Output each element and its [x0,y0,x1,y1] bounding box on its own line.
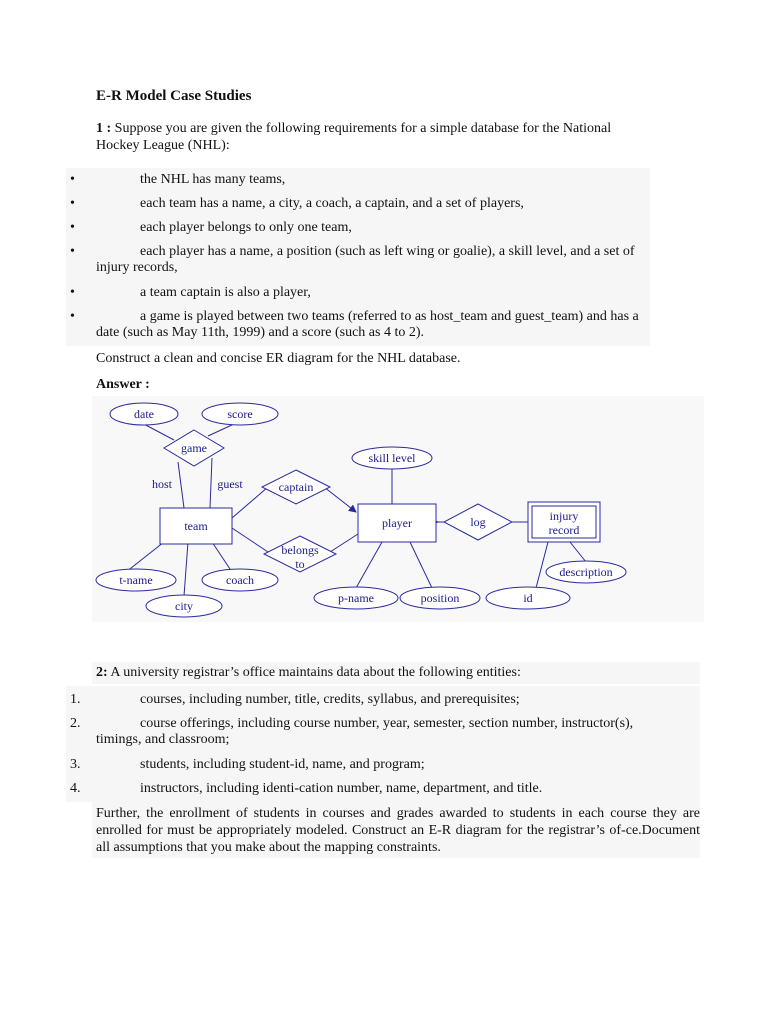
q2-intro [96,664,696,681]
bullet-marker: • [70,244,75,259]
line-team-coach [212,542,232,572]
list-number: 2. [70,716,81,731]
attr-id-label: id [523,591,533,605]
list-number: 1. [70,692,81,707]
q1-bullet-3 [70,220,676,236]
line-team-city [184,542,188,596]
q1-bullet-text: each player belongs to only one team, [140,220,352,235]
attr-date-label: date [134,407,154,421]
q1-bullet-text: a game is played between two teams (referred to as host_team and guest_team) and has a date (such as May 11th, 1999) and a score (such as 4 to 2). [96,309,639,340]
q1-bullet-text: the NHL has many teams, [140,172,286,187]
line-player-position [410,542,432,588]
rel-to-label: to [295,557,305,571]
line-captain-player [324,487,356,512]
attr-score-label: score [227,407,253,421]
line-injury-description [570,542,586,562]
q1-bullet-text: a team captain is also a player, [140,285,311,300]
line-team-captain [232,487,268,518]
role-host-label: host [151,477,173,491]
er-diagram [92,396,704,622]
q1-bullet-text: each player has a name, a position (such as left wing or goalie), a skill level, and a set of injury records, [96,244,635,275]
q2-closing: Further, the enrollment of students in courses and grades awarded to students in each course they are enrolled for must be appropriately modeled. Construct an E-R diagram for the registrar’s of-ce.Document all assumptions that you make about the mapping constraints. [96,806,700,855]
rel-belongs-label: belongs [281,543,319,557]
line-player-pname [356,542,382,588]
rel-captain-label: captain [278,480,314,494]
attr-description-label: description [559,565,613,579]
line-score-game [208,424,234,436]
bullet-marker: • [70,309,75,324]
q2-number: 2: [96,665,108,680]
list-number: 3. [70,757,81,772]
q1-number: 1 : [96,121,112,136]
attr-skill-level-label: skill level [368,451,416,465]
bullet-marker: • [70,196,75,211]
attr-position-label: position [420,591,460,605]
bullet-marker: • [70,220,75,235]
rel-log-label: log [470,515,486,529]
q1-bullet-text: each team has a name, a city, a coach, a captain, and a set of players, [140,196,524,211]
q1-bullet-2 [70,196,676,212]
line-team-belongs [232,528,268,552]
q2-item-text: courses, including number, title, credits, syllabus, and prerequisites; [140,692,520,707]
q1-answer-label: Answer : [96,377,150,392]
entity-injury-label: injury [549,509,579,523]
entity-record-label: record [548,523,580,537]
document-title: E-R Model Case Studies [96,88,252,104]
bullet-marker: • [70,172,75,187]
attr-t-name-label: t-name [119,573,153,587]
q1-intro [96,120,656,154]
q2-item-text: instructors, including identi-cation number, name, department, and title. [140,781,543,796]
line-game-team-host [178,462,184,508]
line-belongs-player [330,534,358,552]
line-game-team-guest [210,458,212,508]
attr-p-name-label: p-name [338,591,374,605]
q1-bullet-4 [70,244,652,276]
list-number: 4. [70,781,81,796]
q1-bullet-5 [70,285,676,301]
er-diagram-svg [92,396,704,622]
entity-player-label: player [382,516,412,530]
q2-item-2 [70,716,652,748]
attr-coach-label: coach [226,573,254,587]
entity-team-label: team [184,519,208,533]
bullet-marker: • [70,285,75,300]
role-guest-label: guest [217,477,243,491]
q2-item-1 [70,692,656,708]
q2-item-3 [70,757,656,773]
q2-item-text: course offerings, including course number, year, semester, section number, instructor(s), timings, and classroom; [96,716,634,747]
q1-bullet-6 [70,309,652,341]
q2-item-4 [70,781,656,797]
rel-game-label: game [181,441,207,455]
attr-city-label: city [175,599,193,613]
q1-bullet-1 [70,172,676,188]
line-injury-id [536,542,548,588]
q2-item-text: students, including student-id, name, and program; [140,757,425,772]
q1-task: Construct a clean and concise ER diagram for the NHL database. [96,351,461,366]
q1-intro-text: Suppose you are given the following requirements for a simple database for the National Hockey League (NHL): [96,121,612,153]
q2-intro-text: A university registrar’s office maintains data about the following entities: [110,665,521,680]
line-team-tname [126,542,164,572]
